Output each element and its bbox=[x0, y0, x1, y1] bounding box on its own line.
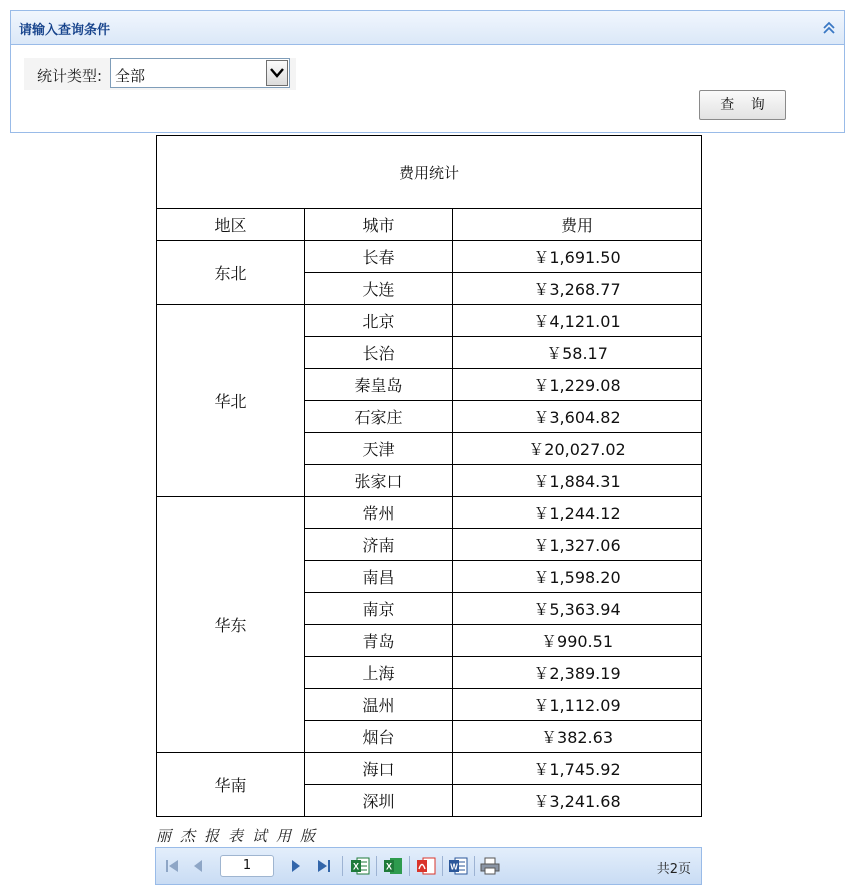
city-cell: 长治 bbox=[305, 337, 453, 369]
cost-cell: ￥20,027.02 bbox=[453, 433, 702, 465]
cost-cell: ￥3,268.77 bbox=[453, 273, 702, 305]
stat-type-selected-value: 全部 bbox=[115, 67, 146, 85]
query-panel-title: 请输入查询条件 bbox=[19, 23, 111, 38]
stat-type-row bbox=[24, 58, 296, 90]
cost-report-table bbox=[156, 135, 702, 817]
region-cell: 华南 bbox=[157, 753, 305, 817]
city-cell: 张家口 bbox=[305, 465, 453, 497]
prev-page-icon[interactable] bbox=[192, 857, 204, 875]
city-cell: 南昌 bbox=[305, 561, 453, 593]
city-cell: 常州 bbox=[305, 497, 453, 529]
page-number-input[interactable]: 1 bbox=[220, 855, 274, 877]
stat-type-select[interactable] bbox=[110, 58, 290, 88]
cost-cell: ￥1,112.09 bbox=[453, 689, 702, 721]
word-icon[interactable] bbox=[448, 857, 468, 875]
toolbar-separator bbox=[442, 856, 443, 876]
query-panel bbox=[10, 10, 845, 133]
region-cell: 东北 bbox=[157, 241, 305, 305]
region-cell: 华东 bbox=[157, 497, 305, 753]
first-page-icon[interactable] bbox=[164, 857, 180, 875]
last-page-icon[interactable] bbox=[316, 857, 332, 875]
city-cell: 青岛 bbox=[305, 625, 453, 657]
city-cell: 烟台 bbox=[305, 721, 453, 753]
report-title: 费用统计 bbox=[157, 136, 702, 209]
city-cell: 海口 bbox=[305, 753, 453, 785]
cost-cell: ￥5,363.94 bbox=[453, 593, 702, 625]
region-cell: 华北 bbox=[157, 305, 305, 497]
query-button[interactable]: 查 询 bbox=[699, 90, 786, 120]
report-toolbar bbox=[155, 847, 702, 885]
svg-text:W: W bbox=[450, 862, 458, 872]
city-cell: 长春 bbox=[305, 241, 453, 273]
excel-icon[interactable] bbox=[383, 857, 403, 875]
cost-cell: ￥382.63 bbox=[453, 721, 702, 753]
city-cell: 秦皇岛 bbox=[305, 369, 453, 401]
svg-text:X: X bbox=[352, 861, 360, 872]
table-row bbox=[157, 305, 702, 337]
excel-icon[interactable] bbox=[350, 857, 370, 875]
city-cell: 南京 bbox=[305, 593, 453, 625]
city-cell: 温州 bbox=[305, 689, 453, 721]
toolbar-separator bbox=[474, 856, 475, 876]
cost-cell: ￥2,389.19 bbox=[453, 657, 702, 689]
city-cell: 北京 bbox=[305, 305, 453, 337]
cost-cell: ￥1,598.20 bbox=[453, 561, 702, 593]
stat-type-label: 统计类型: bbox=[37, 67, 103, 85]
city-cell: 石家庄 bbox=[305, 401, 453, 433]
pdf-icon[interactable] bbox=[416, 857, 436, 875]
table-row bbox=[157, 753, 702, 785]
city-cell: 济南 bbox=[305, 529, 453, 561]
toolbar-separator bbox=[376, 856, 377, 876]
collapse-double-chevron-up-icon[interactable] bbox=[822, 20, 836, 34]
header-cost: 费用 bbox=[453, 209, 702, 241]
cost-cell: ￥4,121.01 bbox=[453, 305, 702, 337]
cost-cell: ￥1,745.92 bbox=[453, 753, 702, 785]
cost-cell: ￥1,244.12 bbox=[453, 497, 702, 529]
cost-cell: ￥1,691.50 bbox=[453, 241, 702, 273]
cost-cell: ￥990.51 bbox=[453, 625, 702, 657]
header-region: 地区 bbox=[157, 209, 305, 241]
query-panel-header bbox=[11, 11, 844, 45]
toolbar-separator bbox=[342, 856, 343, 876]
cost-cell: ￥3,604.82 bbox=[453, 401, 702, 433]
city-cell: 大连 bbox=[305, 273, 453, 305]
table-row bbox=[157, 241, 702, 273]
city-cell: 深圳 bbox=[305, 785, 453, 817]
chevron-down-icon[interactable] bbox=[266, 60, 288, 86]
cost-cell: ￥1,229.08 bbox=[453, 369, 702, 401]
print-icon[interactable] bbox=[480, 857, 500, 875]
svg-text:X: X bbox=[385, 861, 393, 872]
table-row bbox=[157, 497, 702, 529]
city-cell: 天津 bbox=[305, 433, 453, 465]
cost-cell: ￥3,241.68 bbox=[453, 785, 702, 817]
city-cell: 上海 bbox=[305, 657, 453, 689]
page-count: 共2页 bbox=[656, 862, 691, 877]
cost-cell: ￥1,327.06 bbox=[453, 529, 702, 561]
toolbar-separator bbox=[409, 856, 410, 876]
trial-version-note: 丽杰报表试用版 bbox=[156, 827, 325, 845]
cost-cell: ￥58.17 bbox=[453, 337, 702, 369]
cost-cell: ￥1,884.31 bbox=[453, 465, 702, 497]
header-city: 城市 bbox=[305, 209, 453, 241]
next-page-icon[interactable] bbox=[290, 857, 302, 875]
